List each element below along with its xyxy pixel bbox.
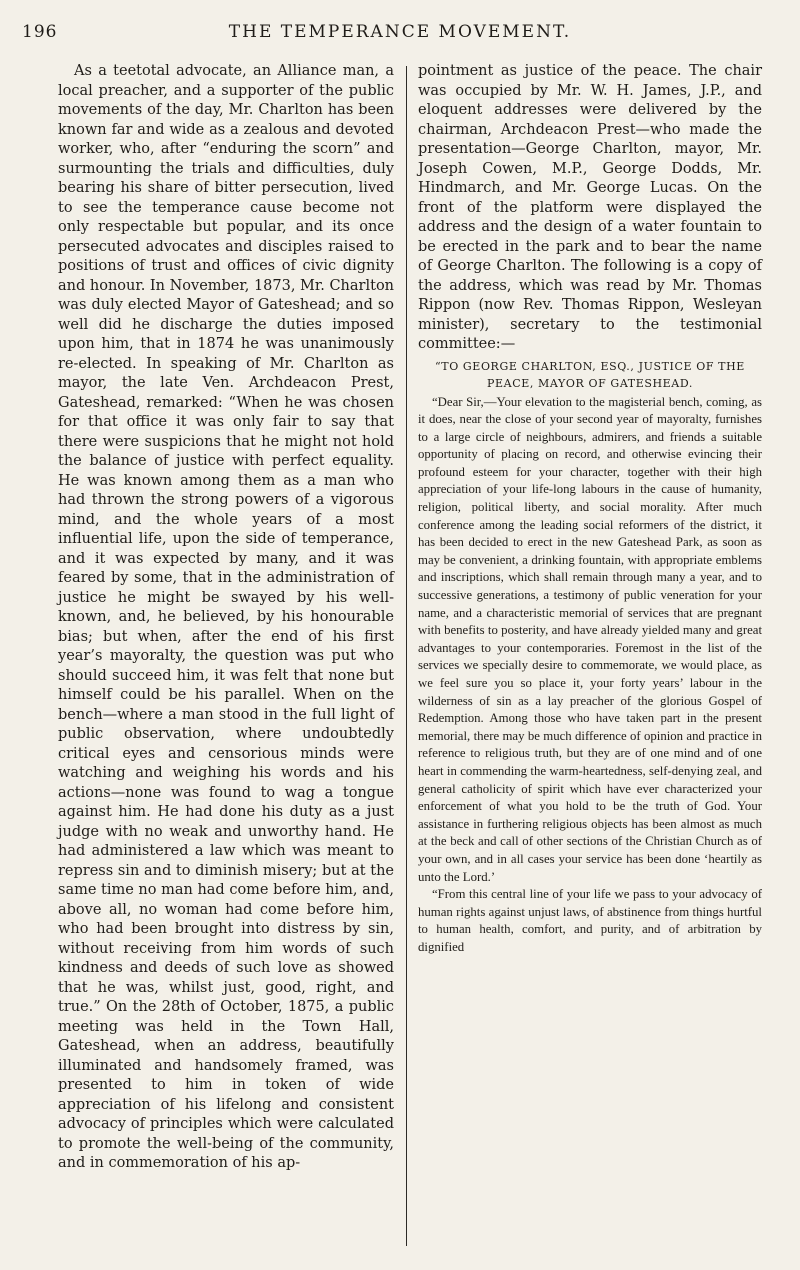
left-column (58, 62, 394, 1174)
right-column (418, 62, 762, 957)
body-paragraph: As a teetotal advocate, an Alliance man, a local preacher, and a supporter of the public movements of the day, Mr. Charlton has been known far and wide as a zealous and devoted worker, who, after “enduring the scorn” and surmounting the trials and difficulties, duly bearing his share of bitter persecution, lived to see the temperance cause become not only respectable but popular, and its once persecuted advocates and disciples raised to positions of trust and offices of civic dignity and honour. In November, 1873, Mr. Charlton was duly elected Mayor of Gateshead; and so well did he discharge the duties imposed upon him, that in 1874 he was unanimously re-elected. In speaking of Mr. Charlton as mayor, the late Ven. Archdeacon Prest, Gateshead, remarked: “When he was chosen for that office it was only fair to say that there were suspicions that he might not hold the balance of justice with perfect equality. He was known among them as a man who had thrown the strong powers of a vigorous mind, and the whole years of a most influential life, upon the side of temperance, and it was expected by many, and it was feared by some, that in the administration of justice he might be swayed by his well-known, and, he believed, by his honourable bias; but when, after the end of his first year’s mayoralty, the question was put who should succeed him, it was felt that none but himself could be his parallel. When on the bench—where a man stood in the full light of public observation, where undoubtedly critical eyes and censorious minds were watching and weighing his words and his actions—none was found to wag a tongue against him. He had done his duty as a just judge with no weak and unworthy hand. He had administered a law which was meant to repress sin and to diminish misery; but at the same time no man had come before him, and, above all, no woman had come before him, who had been brought into distress by sin, without receiving from him words of such kindness and deeds of such love as showed that he was, whilst just, good, right, and true.” On the 28th of October, 1875, a public meeting was held in the Town Hall, Gateshead, when an address, beautifully illuminated and handsomely framed, was presented to him in token of wide appreciation of his lifelong and consistent advocacy of principles which were calculated to promote the well-being of the community, and in commemoration of his ap- (58, 63, 395, 1171)
column-divider (406, 66, 407, 1246)
running-head (0, 22, 800, 52)
address-paragraph: “Dear Sir,—Your elevation to the magisterial bench, coming, as it does, near the close of your second year of mayoralty, furnishes to a large circle of neighbours, admirers, and friends a suitable opportunity of placing on record, and otherwise evincing their profound esteem for your character, together with their high appreciation of your life-long labours in the cause of humanity, religion, political liberty, and social morality. After much conference among the leading social reformers of the district, it has been decided to erect in the new Gateshead Park, as soon as may be convenient, a drinking fountain, with appropriate emblems and inscriptions, which shall remain through many a year, and to successive generations, a testimony of public veneration for your name, and a characteristic memorial of services that are pregnant with benefits to posterity, and have already yielded many and great advantages to your contemporaries. Foremost in the list of the services we specially desire to commemorate, we would place, as we feel sure you so place it, your forty years’ labour in the wilderness of sin as a lay preacher of the glorious Gospel of Redemption. Among those who have taken part in the present memorial, there may be much difference of opinion and practice in reference to religious truth, but they are of one mind and of one heart in commending the warm-heartedness, self-denying zeal, and general catholicity of spirit which have ever characterized your enforcement of what you hold to be the truth of God. Your assistance in furthering religious objects has been almost as much at the beck and call of other sections of the Christian Church as of your own, and in all cases your service has been done ‘heartily as unto the Lord.’ (418, 394, 762, 884)
body-paragraph-continued: pointment as justice of the peace. The chair was occupied by Mr. W. H. James, J.P., and eloquent addresses were delivered by the chairman, Archdeacon Prest—who made the presentation—George Charlton, mayor, Mr. Joseph Cowen, M.P., George Dodds, Mr. Hindmarch, and Mr. George Lucas. On the front of the platform were displayed the address and the design of a water fountain to be erected in the park and to bear the name of George Charlton. The following is a copy of the address, which was read by Mr. Thomas Rippon (now Rev. Thomas Rippon, Wesleyan minister), secretary to the testimonial committee:— (418, 63, 762, 352)
running-title: THE TEMPERANCE MOVEMENT. (228, 22, 572, 42)
address-heading: “TO GEORGE CHARLTON, ESQ., JUSTICE OF THE PEACE, MAYOR OF GATESHEAD. (435, 359, 745, 390)
address-paragraph: “From this central line of your life we pass to your advocacy of human rights against unjust laws, of abstinence from things hurtful to human health, comfort, and purity, and of arbitration by dignified (418, 887, 762, 954)
address-body (418, 394, 762, 957)
page-number: 196 (22, 22, 58, 42)
